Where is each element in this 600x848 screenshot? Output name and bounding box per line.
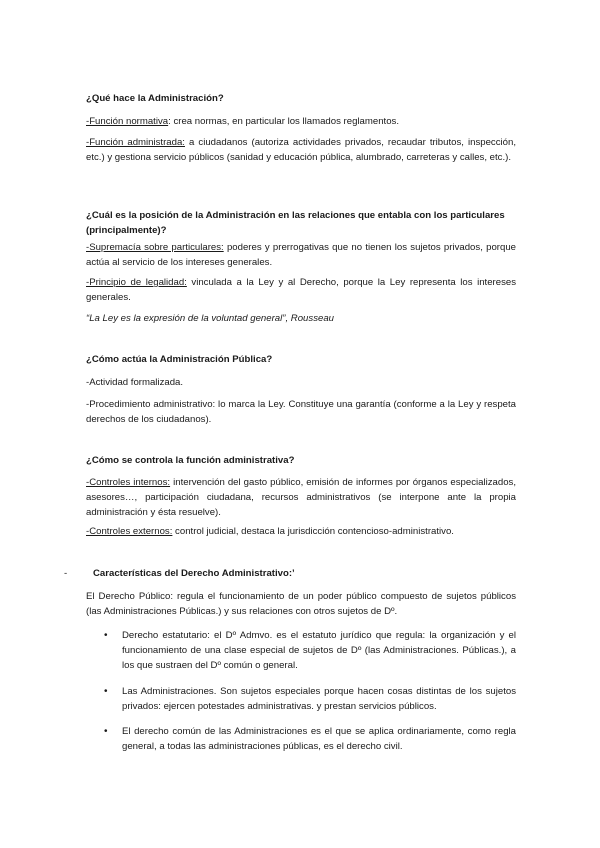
- heading-que-hace: ¿Qué hace la Administración?: [86, 93, 224, 104]
- label-legalidad: -Principio de legalidad:: [86, 277, 187, 288]
- heading-caracteristicas: Características del Derecho Administrativo:’: [93, 568, 295, 579]
- paragraph-controles-externos: [86, 524, 516, 539]
- text-funcion-normativa: : crea normas, en particular los llamados reglamentos.: [168, 116, 400, 127]
- text-legalidad: vinculada a la Ley y al Derecho, porque la Ley representa los intereses generales.: [86, 277, 517, 303]
- list-dash-marker: -: [64, 568, 68, 579]
- paragraph-derecho-publico: El Derecho Público: regula el funcionamiento de un poder público compuesto de sujetos públicos (las Administraciones Públicas.) y sus relaciones con otros sujetos de Dº.: [86, 591, 516, 617]
- paragraph-legalidad: [86, 275, 516, 305]
- text-supremacia: poderes y prerrogativas que no tienen los sujetos privados, porque actúa al servicio de los intereses generales.: [86, 242, 516, 268]
- list-item-derecho-comun: El derecho común de las Administraciones es el que se aplica ordinariamente, como regla general, a todas las administraciones públicas, es el derecho civil.: [122, 726, 516, 752]
- heading-como-controla: ¿Cómo se controla la función administrativa?: [86, 455, 295, 466]
- label-supremacia: -Supremacía sobre particulares:: [86, 242, 224, 253]
- bullet-icon: •: [104, 630, 108, 641]
- paragraph-controles-internos: [86, 475, 516, 520]
- paragraph-funcion-normativa: [86, 114, 516, 129]
- text-controles-externos: control judicial, destaca la jurisdicción contencioso-administrativo.: [172, 526, 454, 537]
- label-controles-internos: -Controles internos:: [86, 477, 171, 488]
- paragraph-supremacia: [86, 240, 516, 270]
- bullet-icon: •: [104, 686, 108, 697]
- label-funcion-normativa: -Función normativa: [86, 116, 169, 127]
- quote-rousseau: “La Ley es la expresión de la voluntad general”, Rousseau: [86, 313, 334, 324]
- text-funcion-administrada: a ciudadanos (autoriza actividades privados, recaudar tributos, inspección, etc.) y gestiona servicio públicos (sanidad y educación pública, alumbrado, carreteras y calles, etc.).: [86, 137, 516, 163]
- heading-como-actua: ¿Cómo actúa la Administración Pública?: [86, 354, 273, 365]
- list-item-derecho-estatutario: Derecho estatutario: el Dº Admvo. es el estatuto jurídico que regula: la organización y el funcionamiento de una clase especial de sujetos de Dº (las Administraciones. Públicas.), a los que sustraen del Dº común o general.: [122, 630, 516, 671]
- text-controles-internos: intervención del gasto público, emisión de informes por órganos especializados, asesores…, participación ciudadana, recursos administrativos (se interpone ante la propia administración y ésta resuelve).: [86, 477, 517, 518]
- paragraph-procedimiento: -Procedimiento administrativo: lo marca la Ley. Constituye una garantía (conforme a la Ley y respeta derechos de los ciudadanos).: [86, 399, 516, 425]
- paragraph-actividad-formalizada: -Actividad formalizada.: [86, 377, 184, 388]
- heading-posicion: ¿Cuál es la posición de la Administración en las relaciones que entabla con los particulares (principalmente)?: [86, 210, 505, 236]
- list-item-administraciones: Las Administraciones. Son sujetos especiales porque hacen cosas distintas de los sujetos privados: ejercen potestades administrativas. y prestan servicios públicos.: [122, 686, 516, 712]
- paragraph-funcion-administrada: [86, 135, 516, 165]
- label-controles-externos: -Controles externos:: [86, 526, 173, 537]
- bullet-icon: •: [104, 726, 108, 737]
- label-funcion-administrada: -Función administrada:: [86, 137, 185, 148]
